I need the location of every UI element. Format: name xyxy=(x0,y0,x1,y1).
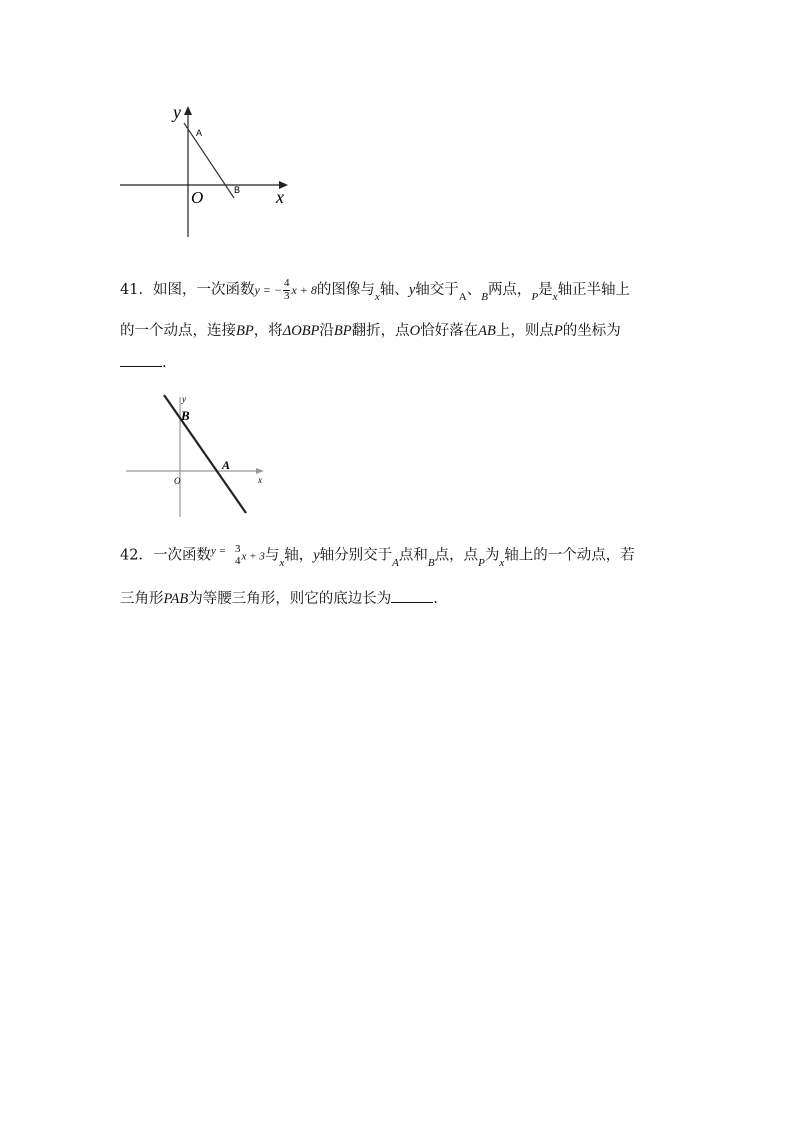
equation-rhs: x + 3 xyxy=(241,550,265,563)
figure-2-graph xyxy=(118,385,273,520)
x-axis-label: x xyxy=(276,187,284,207)
answer-blank xyxy=(120,356,162,367)
question-41-number: 41． xyxy=(120,282,153,299)
question-41-line-1: 41．如图，一次函数y = − $\frac{4}{3}$ x + 8的图像与$_x$轴、y轴交于$_A$、$_B$两点，$_P$是$_x$轴正半轴上 xyxy=(120,277,631,304)
equation-lhs: y = − xyxy=(254,283,282,298)
function-line xyxy=(184,123,234,198)
question-41-answer-line: . xyxy=(120,356,167,371)
question-42-number: 42． xyxy=(120,547,153,564)
point-b-label: B xyxy=(181,408,190,423)
point-a-label: A xyxy=(222,458,231,472)
function-line xyxy=(164,395,246,513)
y-axis-label: y xyxy=(182,394,186,404)
equation-lhs: y = xyxy=(210,544,227,557)
figure-1-graph xyxy=(110,95,300,245)
origin-label: O xyxy=(191,188,204,207)
question-42-line-1: 42．一次函数$^{y =}$ 3 4 x + 3与$_x$轴，y轴分别交于$_A$点和$_B$点，点$_P$为$_x$轴上的一个动点，若 xyxy=(120,543,635,569)
question-41-line-2: 的一个动点，连接BP，将ΔOBP沿BP翻折，点O恰好落在AB上，则点P的坐标为 xyxy=(120,323,621,339)
point-b-label: B xyxy=(234,185,241,195)
equation-fraction: $\frac{4}{3}$ xyxy=(283,277,290,302)
question-42-line-2: 三角形PAB为等腰三角形，则它的底边长为 . xyxy=(120,591,438,607)
y-axis-arrow-icon xyxy=(184,106,192,115)
equation-rhs: x + 8 xyxy=(291,283,317,298)
y-axis-label: y xyxy=(173,102,181,122)
x-axis-arrow-icon xyxy=(256,468,264,474)
origin-label: O xyxy=(174,476,181,486)
point-a-label: A xyxy=(196,128,203,138)
answer-blank xyxy=(391,592,433,603)
equation-fraction: 3 4 xyxy=(235,543,241,567)
x-axis-label: x xyxy=(258,475,262,485)
